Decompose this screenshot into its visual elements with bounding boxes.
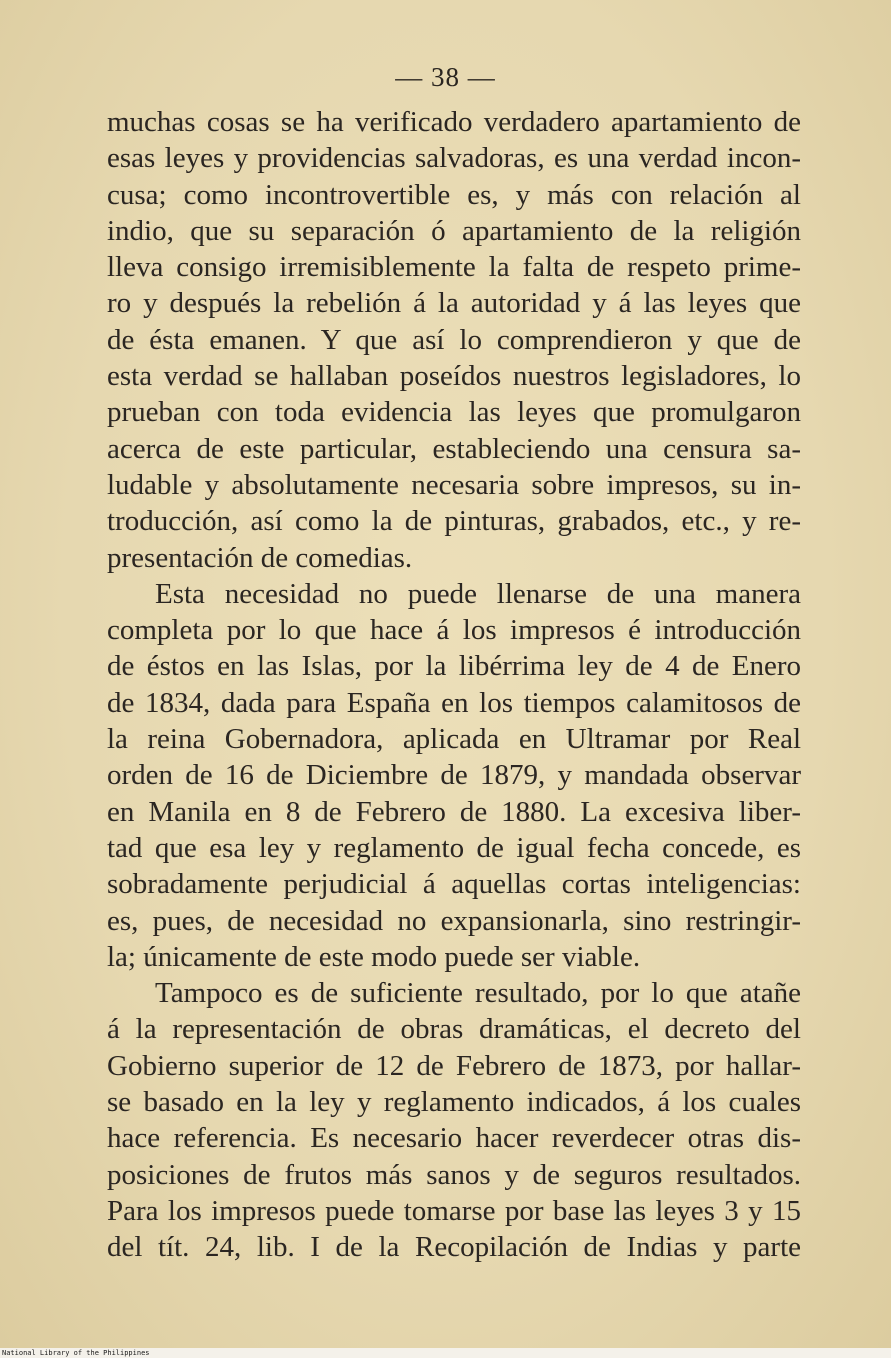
text-line: es, pues, de necesidad no expansionarla, sino restringir-	[107, 904, 801, 937]
text-line: hace referencia. Es necesario hacer reverdecer otras dis-	[107, 1122, 801, 1155]
text-line: sobradamente perjudicial á aquellas cortas inteligencias:	[107, 868, 801, 901]
text-line: de ésta emanen. Y que así lo comprendieron y que de	[107, 323, 801, 356]
text-line: de éstos en las Islas, por la libérrima ley de 4 de Enero	[107, 650, 801, 683]
text-line: troducción, así como la de pinturas, grabados, etc., y re-	[107, 505, 801, 538]
text-line: en Manila en 8 de Febrero de 1880. La excesiva liber-	[107, 795, 801, 828]
text-line: tad que esa ley y reglamento de igual fecha concede, es	[107, 831, 801, 864]
text-line: á la representación de obras dramáticas, el decreto del	[107, 1013, 801, 1046]
text-line: ro y después la rebelión á la autoridad y á las leyes que	[107, 287, 801, 320]
text-line: completa por lo que hace á los impresos é introducción	[107, 614, 801, 647]
text-line: muchas cosas se ha verificado verdadero apartamiento de	[107, 106, 801, 138]
text-line: posiciones de frutos más sanos y de seguros resultados.	[107, 1158, 801, 1191]
page-number: — 38 —	[395, 62, 496, 92]
text-line: prueban con toda evidencia las leyes que promulgaron	[107, 396, 801, 429]
text-line: se basado en la ley y reglamento indicados, á los cuales	[107, 1086, 801, 1119]
text-line: Tampoco es de suficiente resultado, por lo que atañe	[155, 977, 801, 1010]
text-line: la; únicamente de este modo puede ser viable.	[107, 940, 641, 973]
text-line: Gobierno superior de 12 de Febrero de 1873, por hallar-	[107, 1049, 801, 1082]
footer-credit: National Library of the Philippines	[2, 1349, 150, 1357]
text-line: orden de 16 de Diciembre de 1879, y mandada observar	[107, 759, 801, 792]
text-line: esas leyes y providencias salvadoras, es una verdad incon-	[107, 142, 801, 175]
text-line: esta verdad se hallaban poseídos nuestros legisladores, lo	[107, 360, 801, 393]
text-line: Para los impresos puede tomarse por base las leyes 3 y 15	[107, 1194, 801, 1227]
text-line: ludable y absolutamente necesaria sobre impresos, su in-	[107, 468, 801, 501]
text-line: lleva consigo irremisiblemente la falta de respeto prime-	[107, 251, 801, 284]
text-line: indio, que su separación ó apartamiento de la religión	[107, 214, 801, 247]
text-line: del tít. 24, lib. I de la Recopilación de Indias y parte	[107, 1231, 801, 1264]
body-text	[107, 104, 801, 1266]
text-line: la reina Gobernadora, aplicada en Ultramar por Real	[107, 723, 801, 756]
text-line: presentación de comedias.	[107, 541, 413, 574]
text-line: de 1834, dada para España en los tiempos calamitosos de	[107, 686, 801, 719]
text-line: acerca de este particular, estableciendo una censura sa-	[107, 432, 801, 465]
text-line: Esta necesidad no puede llenarse de una manera	[155, 577, 801, 610]
text-line: cusa; como incontrovertible es, y más con relación al	[107, 178, 801, 211]
